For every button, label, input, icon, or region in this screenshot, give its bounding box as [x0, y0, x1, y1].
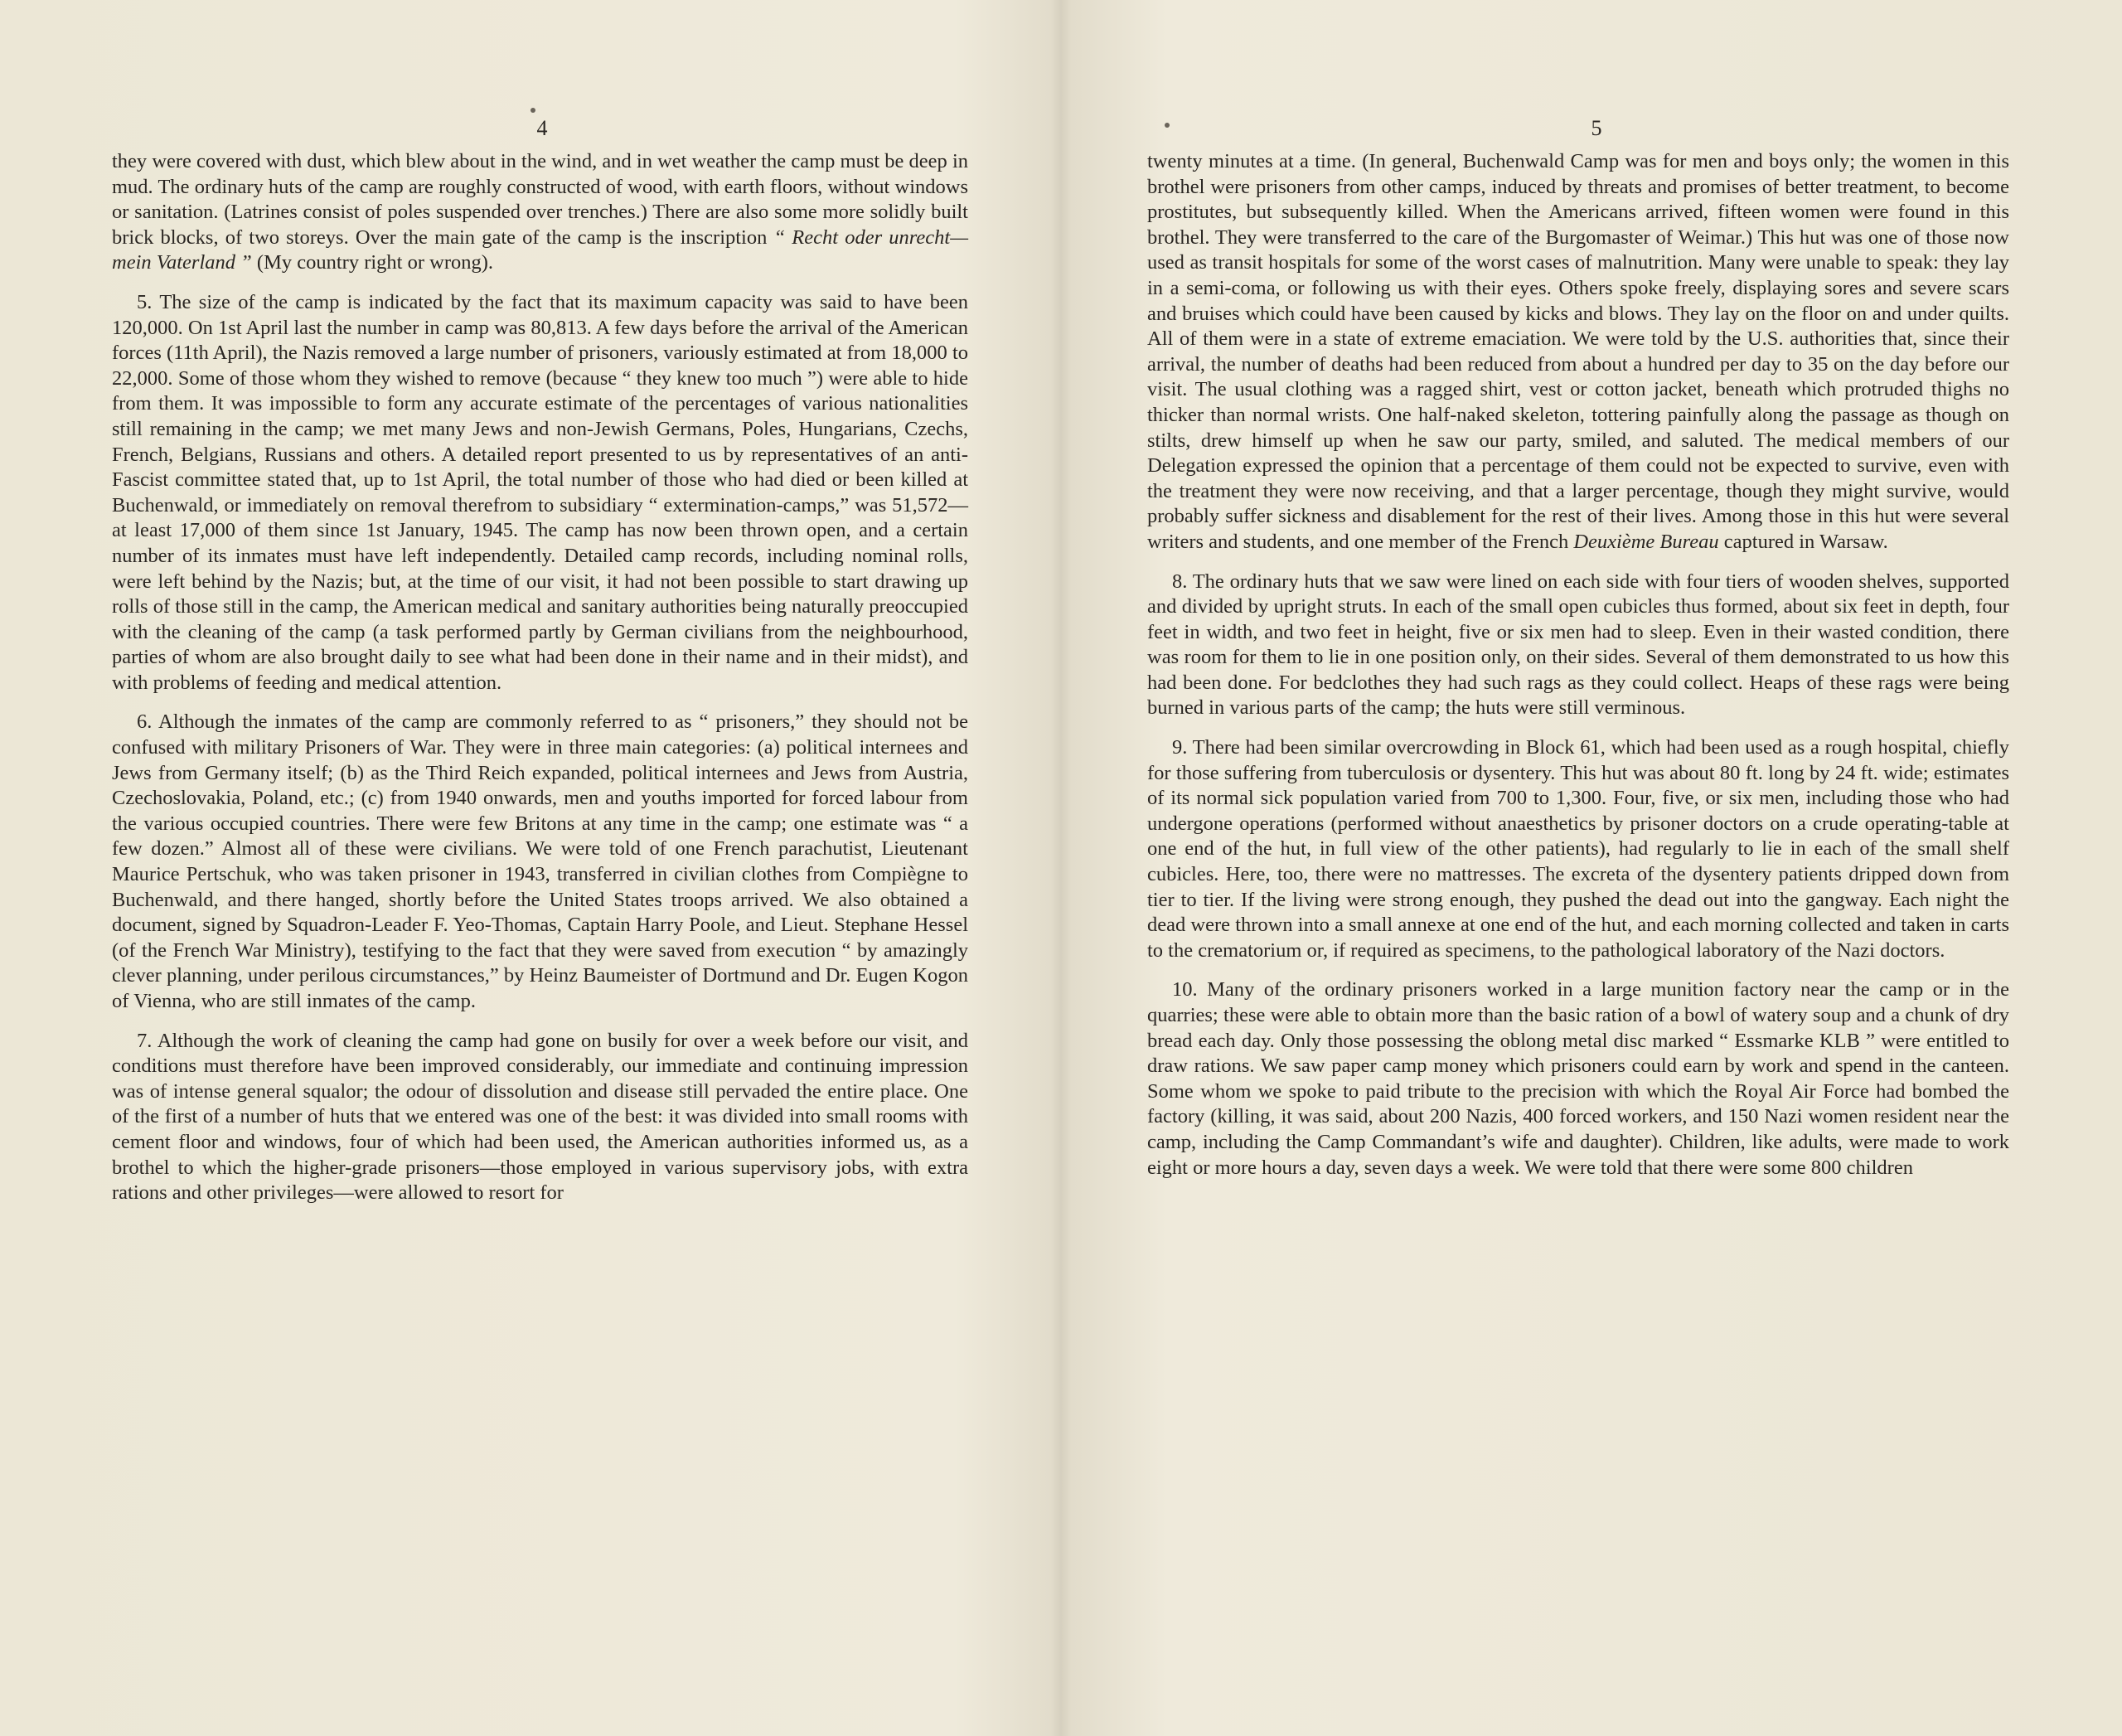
page-number: 5 — [1591, 116, 1602, 140]
paragraph-10: 10. Many of the ordinary prisoners worked in a large munition factory near the camp or in the quarries; these were able to obtain more than the basic ration of a bowl of watery soup and a chunk of dry bread each day. Only those possessing the oblong metal disc marked “ Essmarke KLB ” were entitled to draw rations. We saw paper camp money which prisoners could earn by work and spend in the canteen. Some whom we spoke to paid tribute to the precision with which the Royal Air Force had bombed the factory (killing, it was said, about 200 Nazis, 400 forced workers, and 150 Nazi women resident near the camp, including the Camp Commandant’s wife and daughter). Children, like adults, were made to work eight or more hours a day, seven days a week. We were told that there were some 800 children — [1147, 978, 2009, 1179]
paragraph-text-end: captured in Warsaw. — [1718, 530, 1888, 553]
paragraph-continued — [112, 149, 968, 276]
paragraph-9: 9. There had been similar overcrowding in Block 61, which had been used as a rough hospital, chiefly for those suffering from tuberculosis or dysentery. This hut was about 80 ft. long by 24 ft. wide; estimates of its normal sick population varied from 700 to 1,300. Four, five, or six men, including those who had undergone operations (performed without anaesthetics by prisoner doctors on a crude operating-table at one end of the hut, in full view of the other patients), had regularly to lie in each of the small shelf cubicles. Here, too, there were no mattresses. The excreta of the dysentery patients dripped down from tier to tier. If the living were strong enough, they pushed the dead out into the gangway. Each night the dead were thrown into a small annexe at one end of the hut, and each morning collected and taken in carts to the crematorium or, if required as specimens, to the pathological laboratory of the Nazi doctors. — [1147, 736, 2009, 962]
page-mark-dot — [1165, 123, 1170, 128]
paragraph-text: twenty minutes at a time. (In general, Buchenwald Camp was for men and boys only; the women in this brothel were prisoners from other camps, induced by threats and promises of better treatment, to become prostitutes, but subsequently killed. When the Americans arrived, fifteen women were found in this brothel. They were transferred to the care of the Burgomaster of Weimar.) This hut was one of those now used as transit hospitals for some of the worst cases of malnutrition. Many were unable to speak: they lay in a semi-coma, or following us with their eyes. Others spoke freely, displaying sores and severe scars and bruises which could have been caused by kicks and blows. They lay on the floor on and under quilts. All of them were in a state of extreme emaciation. We were told by the U.S. authorities that, since their arrival, the number of deaths had been reduced from about a hundred per day to 35 on the day before our visit. The usual clothing was a ragged shirt, vest or cotton jacket, beneath which protruded thighs no thicker than normal wrists. One half-naked skeleton, tottering painfully along the passage as though on stilts, drew himself up when he saw our party, smiled, and saluted. The medical members of our Delegation expressed the opinion that a percentage of them could not be expected to survive, even with the treatment they were now receiving, and that a larger percentage, though they might survive, would probably suffer sickness and disablement for the rest of their lives. Among those in this hut were several writers and students, and one member of the French — [1147, 150, 2009, 553]
inscription-text: “ Recht oder unrecht—mein Vaterland ” — [112, 225, 968, 274]
page-body — [112, 149, 968, 1220]
paragraph-6: 6. Although the inmates of the camp are commonly referred to as “ prisoners,” they should not be confused with military Prisoners of War. They were in three main categories: (a) political internees and Jews from Germany itself; (b) as the Third Reich expanded, political internees and Jews from Austria, Czechoslovakia, Poland, etc.; (c) from 1940 onwards, men and youths imported for forced labour from the various occupied countries. There were few Britons at any time in the camp; one estimate was “ a few dozen.” Almost all of these were civilians. We were told of one French parachutist, Lieutenant Maurice Pertschuk, who was taken prisoner in 1943, transferred in civilian clothes from Compiègne to Buchenwald, and there hanged, shortly before the United States troops arrived. We also obtained a document, signed by Squadron-Leader F. Yeo-Thomas, Captain Harry Poole, and Lieut. Stephane Hessel (of the French War Ministry), testifying to the fact that they were saved from execution “ by amazingly clever planning, under perilous circumstances,” by Heinz Baumeister of Dortmund and Dr. Eugen Kogon of Vienna, who are still inmates of the camp. — [112, 710, 968, 1012]
paragraph-text: they were covered with dust, which blew about in the wind, and in wet weather the camp must be deep in mud. The ordinary huts of the camp are roughly constructed of wood, with earth floors, without windows or sanitation. (Latrines consist of poles suspended over trenches.) There are also some more solidly built brick blocks, of two storeys. Over the main gate of the camp is the inscription — [112, 150, 968, 249]
page-mark-dot — [530, 108, 535, 113]
paragraph-7: 7. Although the work of cleaning the camp had gone on busily for over a week before our visit, and conditions must therefore have been improved considerably, our immediate and continuing impression was of intense general squalor; the odour of dissolution and disease still pervaded the entire place. One of the first of a number of huts that we entered was one of the best: it was divided into small rooms with cement floor and windows, four of which had been used, the American authorities informed us, as a brothel to which the higher-grade prisoners—those employed in various supervisory jobs, with extra rations and other privileges—were allowed to resort for — [112, 1029, 968, 1205]
paragraph-text-end: (My country right or wrong). — [251, 251, 494, 274]
paragraph-8: 8. The ordinary huts that we saw were lined on each side with four tiers of wooden shelves, supported and divided by upright struts. In each of the small open cubicles thus formed, about six feet in depth, four feet in width, and two feet in height, five or six men had to sleep. Even in their wasted condition, there was room for them to lie in one position only, on their sides. Several of them demonstrated to us how this had been done. For bedclothes they had such rags as they could collect. Heaps of these rags were being burned in various parts of the camp; the huts were still verminous. — [1147, 570, 2009, 720]
right-page — [1061, 0, 2122, 1736]
paragraph-7-continued — [1147, 149, 2009, 555]
bureau-name: Deuxième Bureau — [1573, 530, 1719, 553]
paragraph-5: 5. The size of the camp is indicated by the fact that its maximum capacity was said to have been 120,000. On 1st April last the number in camp was 80,813. A few days before the arrival of the American forces (11th April), the Nazis removed a large number of prisoners, variously estimated at from 18,000 to 22,000. Some of those whom they wished to remove (because “ they knew too much ”) were able to hide from them. It was impossible to form any accurate estimate of the percentages of various nationalities still remaining in the camp; we met many Jews and non-Jewish Germans, Poles, Hungarians, Czechs, French, Belgians, Russians and others. A detailed report presented to us by representatives of an anti-Fascist committee stated that, up to 1st April, the total number of those who had died or been killed at Buchenwald, or immediately on removal therefrom to subsidiary “ extermination-camps,” was 51,572—at least 17,000 of them since 1st January, 1945. The camp has now been thrown open, and a certain number of its inmates must have left independently. Detailed camp records, including nominal rolls, were left behind by the Nazis; but, at the time of our visit, it had not been possible to start drawing up rolls of those still in the camp, the American medical and sanitary authorities being naturally preoccupied with the cleaning of the camp (a task performed partly by German civilians from the neighbourhood, parties of whom are also brought daily to see what had been done in their name and in their midst), and with problems of feeding and medical attention. — [112, 290, 968, 694]
page-number: 4 — [536, 116, 548, 140]
page-body — [1147, 149, 2009, 1195]
